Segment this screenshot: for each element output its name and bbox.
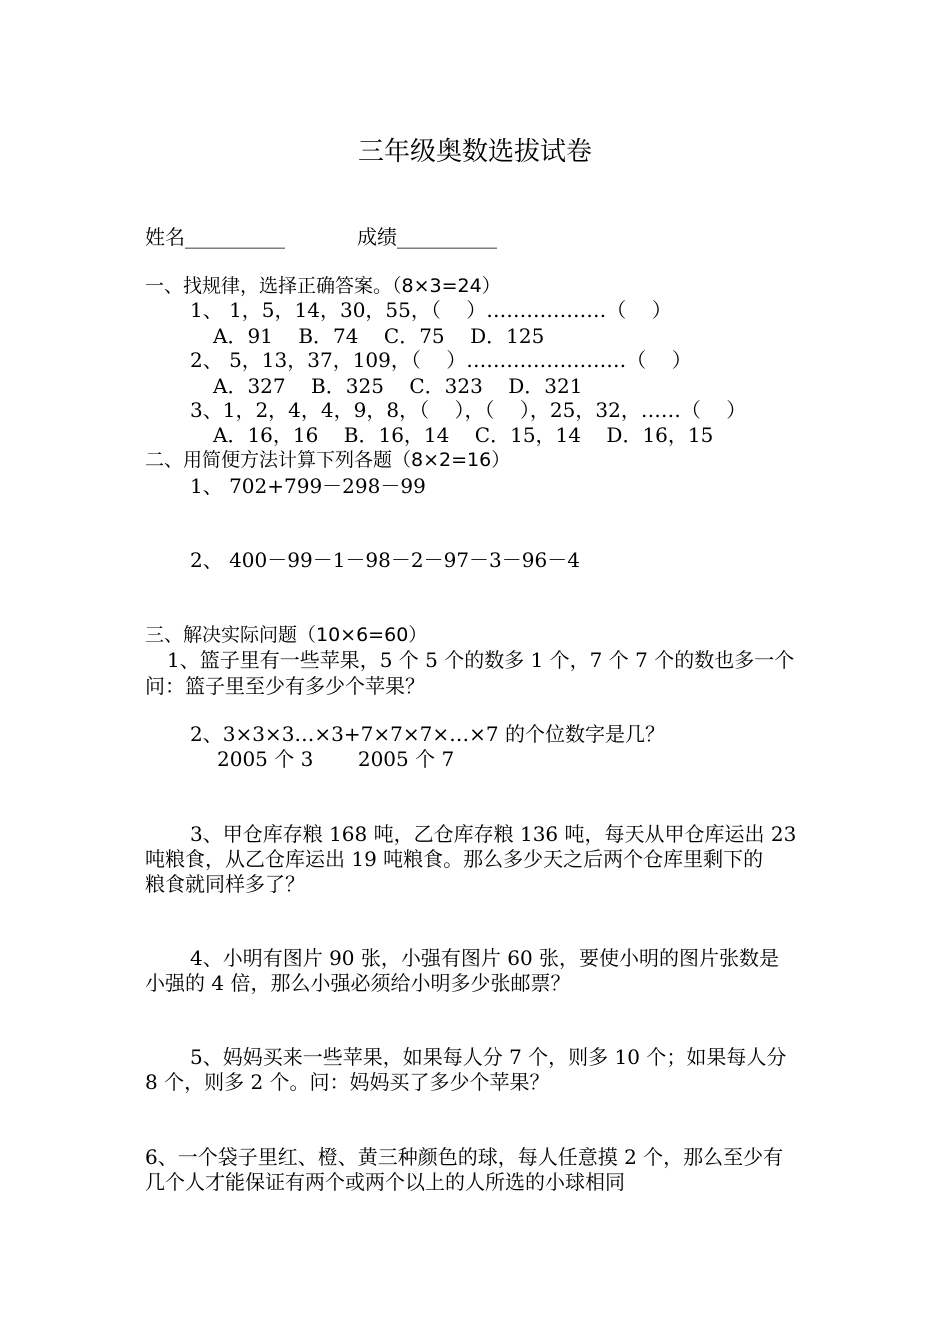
s1-question-1: 1、 1，5，14，30，55，（ ）………………（ ） [190, 298, 672, 322]
score-label: 成绩__________ [357, 225, 497, 249]
s3-question-3-line2: 吨粮食，从乙仓库运出 19 吨粮食。那么多少天之后两个仓库里剩下的 [145, 847, 764, 871]
s3-question-1-line1: 1、篮子里有一些苹果，5 个 5 个的数多 1 个，7 个 7 个的数也多一个 [167, 648, 795, 672]
s3-question-3-line3: 粮食就同样多了？ [145, 872, 305, 896]
s2-question-2: 2、 400－99－1－98－2－97－3－96－4 [190, 548, 580, 572]
name-label: 姓名__________ [145, 225, 285, 249]
s3-question-4-line2: 小强的 4 倍，那么小强必须给小明多少张邮票？ [145, 971, 571, 995]
s1-question-1-options: A．91 B．74 C．75 D．125 [213, 324, 545, 348]
s3-question-5-line2: 8 个，则多 2 个。问：妈妈买了多少个苹果？ [145, 1070, 550, 1094]
section3-heading: 三、解决实际问题（10×6=60） [145, 624, 428, 646]
s3-question-6-line2: 几个人才能保证有两个或两个以上的人所选的小球相同 [145, 1170, 625, 1194]
s3-question-1-line2: 问：篮子里至少有多少个苹果？ [145, 674, 425, 698]
s3-question-2-line1: 2、3×3×3…×3+7×7×7×…×7 的个位数字是几？ [190, 722, 665, 746]
s3-question-2-line2: 2005 个 3 2005 个 7 [217, 747, 455, 771]
s1-question-3: 3、1，2，4，4，9，8，（ ），（ ），25，32，……（ ） [190, 398, 747, 422]
section1-heading: 一、找规律，选择正确答案。（8×3=24） [145, 275, 501, 297]
s3-question-4-line1: 4、小明有图片 90 张，小强有图片 60 张，要使小明的图片张数是 [190, 946, 780, 970]
s2-question-1: 1、 702+799－298－99 [190, 474, 426, 498]
s3-question-5-line1: 5、妈妈买来一些苹果，如果每人分 7 个，则多 10 个；如果每人分 [190, 1045, 787, 1069]
s3-question-6-line1: 6、一个袋子里红、橙、黄三种颜色的球，每人任意摸 2 个，那么至少有 [145, 1145, 784, 1169]
s1-question-2-options: A．327 B．325 C．323 D．321 [213, 374, 583, 398]
s1-question-3-options: A．16，16 B．16，14 C．15，14 D．16，15 [213, 423, 714, 447]
section2-heading: 二、用简便方法计算下列各题（8×2=16） [145, 449, 511, 471]
s3-question-3-line1: 3、甲仓库存粮 168 吨，乙仓库存粮 136 吨，每天从甲仓库运出 23 [190, 822, 797, 846]
page-title: 三年级奥数选拔试卷 [357, 137, 592, 167]
s1-question-2: 2、 5，13，37，109，（ ）……………………（ ） [190, 348, 692, 372]
